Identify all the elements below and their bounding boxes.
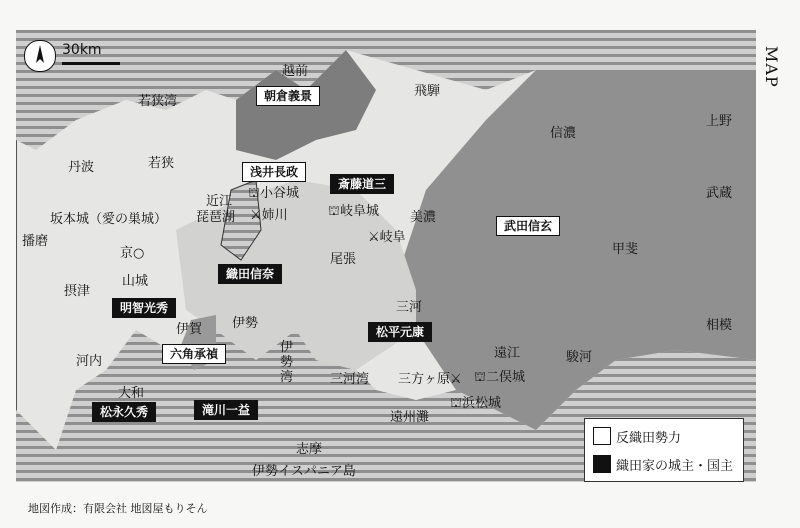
map-title: MAP (762, 46, 781, 88)
battle-mikatagahara (398, 372, 462, 387)
label-yamashiro: 山城 (122, 274, 149, 289)
battle-icon: ⚔ (450, 372, 462, 387)
label-mino: 美濃 (410, 210, 437, 225)
label-mikawa-bay: 三河湾 (330, 372, 370, 387)
label-hamamatsu: 浜松城 (461, 396, 501, 411)
label-echizen: 越前 (282, 64, 309, 79)
legend-oda-castle-label: 織田家の城主・国主 (616, 459, 734, 474)
battle-icon: ⚔ (368, 230, 380, 245)
compass-icon (24, 40, 56, 72)
label-gifu: 岐阜 (379, 230, 406, 245)
label-biwako: 琵琶湖 (196, 210, 236, 225)
label-kawachi: 河内 (76, 354, 103, 369)
label-ise: 伊勢 (232, 316, 259, 331)
warlord-asakura: 朝倉義景 (256, 86, 320, 106)
label-ise-peninsula: 伊勢イスパニア島 (252, 464, 356, 479)
label-kyo: 京○ (120, 246, 145, 261)
legend-oda-castle (593, 455, 733, 474)
castle-icon: ⛫ (328, 204, 340, 219)
label-totomi: 遠江 (494, 346, 521, 361)
label-shinano: 信濃 (550, 126, 577, 141)
battle-icon: ⚔ (250, 208, 262, 223)
label-enshu-nada: 遠州灘 (390, 410, 430, 425)
label-suruga: 駿河 (566, 350, 593, 365)
label-hida: 飛騨 (414, 84, 441, 99)
castle-odani (248, 186, 299, 201)
map-credit: 地図作成：有限会社 地図屋もりそん (28, 502, 208, 515)
warlord-saito: 斎藤道三 (330, 174, 394, 194)
scale-label: 30km (62, 42, 102, 58)
castle-futamata (474, 370, 525, 385)
castle-icon: ⛫ (474, 370, 486, 385)
label-gifu-castle: 岐阜城 (339, 204, 379, 219)
label-owari: 尾張 (330, 252, 357, 267)
legend-swatch-white (593, 427, 611, 445)
label-musashi: 武蔵 (706, 186, 733, 201)
label-kai: 甲斐 (612, 242, 639, 257)
label-tamba: 丹波 (68, 160, 95, 175)
label-settsu: 摂津 (64, 284, 91, 299)
legend-anti-oda (593, 427, 681, 446)
warlord-oda: 織田信奈 (218, 264, 282, 284)
legend-swatch-black (593, 455, 611, 473)
label-kozuke: 上野 (706, 114, 733, 129)
label-harima: 播磨 (22, 234, 49, 249)
warlord-matsudaira: 松平元康 (368, 322, 432, 342)
label-mikawa: 三河 (396, 300, 423, 315)
castle-gifu (328, 204, 379, 219)
label-odani: 小谷城 (259, 186, 299, 201)
warlord-azai: 浅井長政 (242, 162, 306, 182)
label-wakasa-bay: 若狭湾 (138, 94, 178, 109)
legend-anti-oda-label: 反織田勢力 (616, 431, 682, 446)
label-iga: 伊賀 (176, 322, 203, 337)
scale-bar (62, 62, 120, 65)
battle-anegawa (250, 208, 288, 223)
label-yamato: 大和 (118, 386, 145, 401)
label-futamata: 二俣城 (485, 370, 525, 385)
castle-icon: ⛫ (248, 186, 260, 201)
label-sagami: 相模 (706, 318, 733, 333)
warlord-takeda: 武田信玄 (496, 216, 560, 236)
label-sakamoto: 坂本城（愛の巣城） (50, 212, 168, 227)
battle-gifu (368, 230, 406, 245)
label-omi: 近江 (206, 194, 233, 209)
castle-hamamatsu (450, 396, 501, 411)
legend (584, 418, 744, 482)
warlord-akechi: 明智光秀 (112, 298, 176, 318)
label-anegawa: 姉川 (261, 208, 288, 223)
label-ise-bay: 伊勢湾 (280, 340, 294, 385)
warlord-takigawa: 滝川一益 (194, 400, 258, 420)
warlord-rokkaku: 六角承禎 (162, 344, 226, 364)
castle-icon: ⛫ (450, 396, 462, 411)
warlord-matsunaga: 松永久秀 (92, 402, 156, 422)
label-wakasa: 若狭 (148, 156, 175, 171)
label-shima: 志摩 (296, 442, 323, 457)
label-mikatagahara: 三方ヶ原 (398, 372, 451, 387)
